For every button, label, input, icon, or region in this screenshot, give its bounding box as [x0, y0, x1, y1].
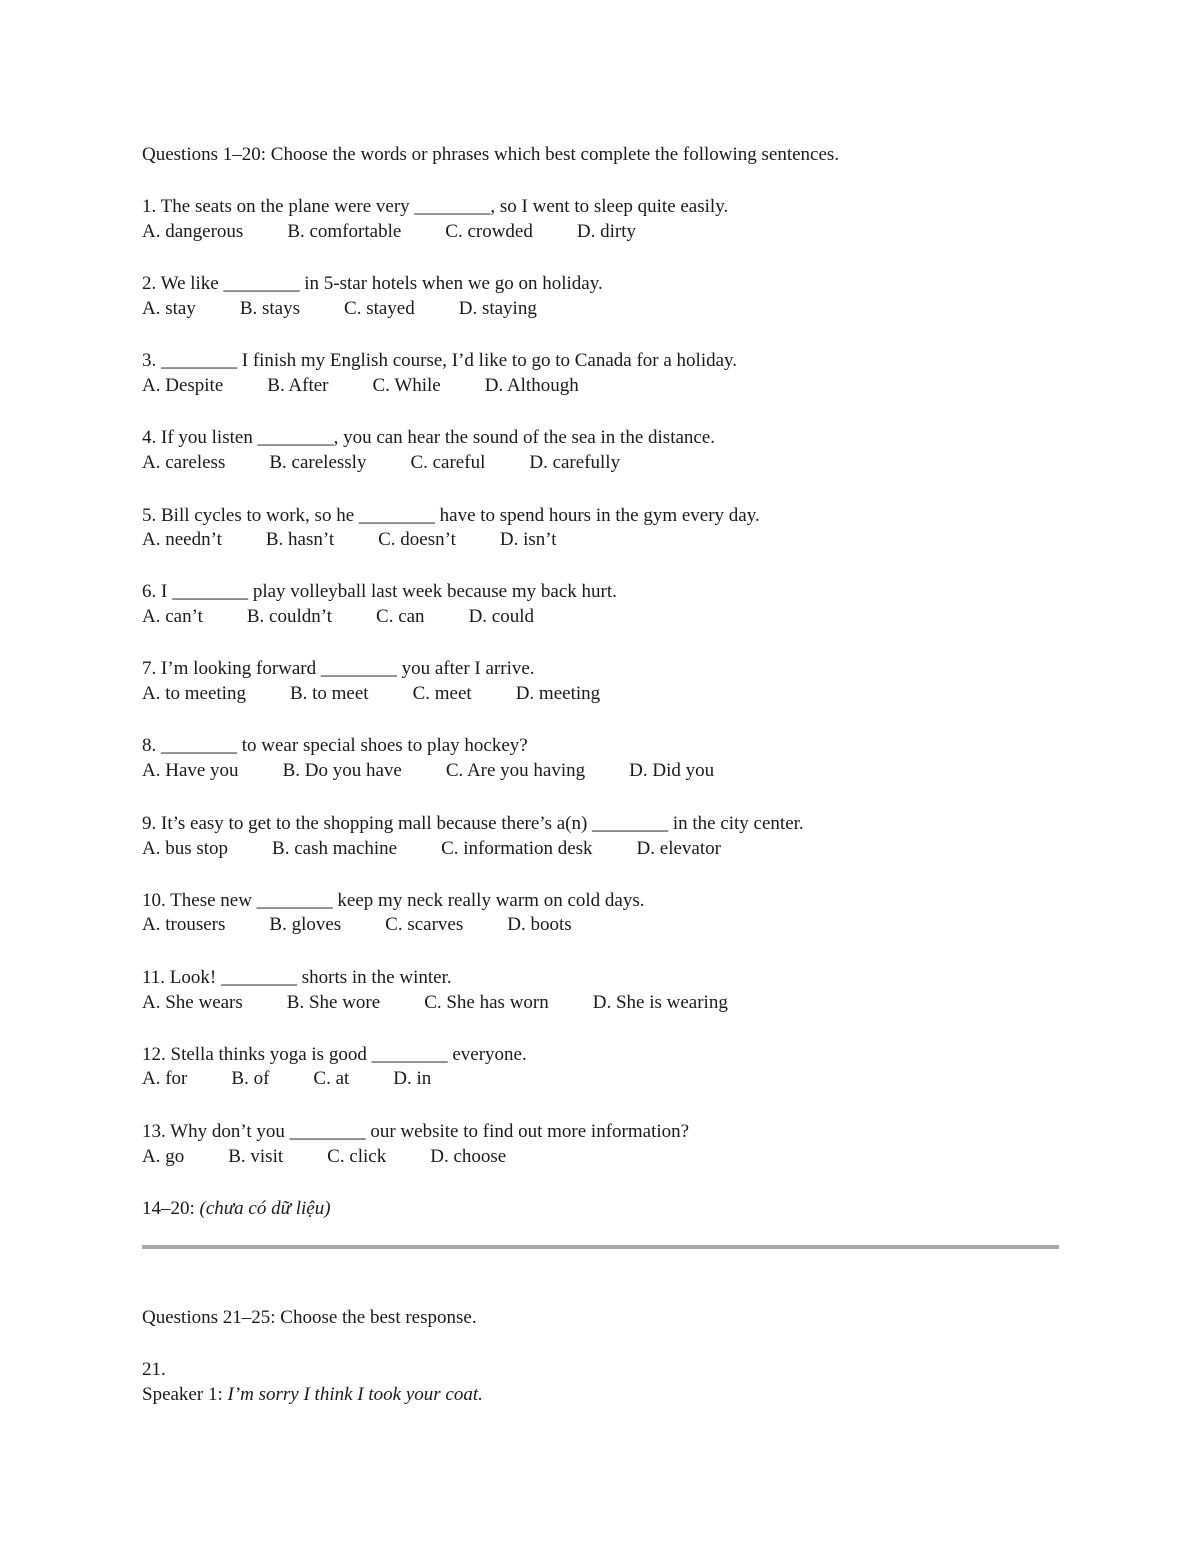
- question-1-stem: 1. The seats on the plane were very ________, so I went to sleep quite easily.: [142, 196, 729, 217]
- option-d: D. dirty: [576, 221, 636, 242]
- option-d: D. boots: [507, 914, 572, 935]
- option-a: A. She wears: [142, 992, 243, 1013]
- option-d: D. staying: [458, 298, 537, 319]
- option-a: A. Have you: [142, 760, 239, 781]
- option-b: B. After: [267, 375, 329, 396]
- question-9-options: [142, 838, 765, 860]
- option-c: C. careful: [410, 452, 486, 473]
- option-b: B. Do you have: [282, 760, 402, 781]
- question-7-stem: 7. I’m looking forward ________ you after I arrive.: [142, 658, 535, 679]
- option-a: A. trousers: [142, 914, 226, 935]
- option-b: B. couldn’t: [246, 606, 333, 627]
- question-8-stem: 8. ________ to wear special shoes to play hockey?: [142, 735, 528, 756]
- document-page: [142, 0, 1060, 1553]
- option-a: A. go: [142, 1146, 185, 1167]
- question-10-stem: 10. These new ________ keep my neck really warm on cold days.: [142, 890, 645, 911]
- question-21-speaker-line: [142, 1384, 483, 1406]
- option-b: B. cash machine: [272, 838, 398, 859]
- option-d: D. Although: [484, 375, 579, 396]
- option-b: B. carelessly: [269, 452, 367, 473]
- option-b: B. gloves: [269, 914, 342, 935]
- question-5-options: [142, 529, 601, 551]
- option-c: C. Are you having: [445, 760, 586, 781]
- question-11-options: [142, 992, 772, 1014]
- option-b: B. to meet: [289, 683, 369, 704]
- option-d: D. choose: [430, 1146, 507, 1167]
- question-7-options: [142, 683, 644, 705]
- option-d: D. meeting: [515, 683, 601, 704]
- pending-label: 14–20:: [142, 1198, 200, 1219]
- option-c: C. scarves: [385, 914, 464, 935]
- option-c: C. information desk: [441, 838, 593, 859]
- question-12-options: [142, 1068, 475, 1090]
- speaker-text: I’m sorry I think I took your coat.: [227, 1384, 483, 1405]
- pending-text: (chưa có dữ liệu): [199, 1198, 331, 1219]
- option-b: B. stays: [239, 298, 301, 319]
- question-2-options: [142, 298, 581, 320]
- option-d: D. She is wearing: [592, 992, 728, 1013]
- option-a: A. needn’t: [142, 529, 222, 550]
- option-d: D. could: [468, 606, 534, 627]
- question-13-options: [142, 1146, 550, 1168]
- question-1-options: [142, 221, 680, 243]
- option-d: D. carefully: [529, 452, 621, 473]
- option-b: B. of: [231, 1068, 270, 1089]
- question-3-options: [142, 375, 623, 397]
- question-13-stem: 13. Why don’t you ________ our website to find out more information?: [142, 1121, 690, 1142]
- option-a: A. for: [142, 1068, 188, 1089]
- option-c: C. can: [376, 606, 425, 627]
- option-b: B. She wore: [286, 992, 381, 1013]
- option-c: C. click: [327, 1146, 387, 1167]
- option-d: D. Did you: [629, 760, 715, 781]
- option-a: A. to meeting: [142, 683, 246, 704]
- question-6-stem: 6. I ________ play volleyball last week because my back hurt.: [142, 581, 617, 602]
- question-4-options: [142, 452, 664, 474]
- question-11-stem: 11. Look! ________ shorts in the winter.: [142, 967, 452, 988]
- question-10-options: [142, 914, 616, 936]
- option-c: C. stayed: [344, 298, 415, 319]
- option-b: B. comfortable: [287, 221, 402, 242]
- option-d: D. in: [393, 1068, 432, 1089]
- section-divider: [142, 1245, 1059, 1249]
- option-a: A. Despite: [142, 375, 224, 396]
- pending-questions-note: [142, 1198, 331, 1220]
- section1-heading: Questions 1–20: Choose the words or phrases which best complete the following sentences.: [142, 144, 840, 165]
- speaker-label: Speaker 1:: [142, 1384, 228, 1405]
- option-b: B. hasn’t: [265, 529, 335, 550]
- option-d: D. elevator: [636, 838, 721, 859]
- question-4-stem: 4. If you listen ________, you can hear the sound of the sea in the distance.: [142, 427, 716, 448]
- question-2-stem: 2. We like ________ in 5-star hotels when we go on holiday.: [142, 273, 603, 294]
- option-c: C. at: [313, 1068, 350, 1089]
- question-3-stem: 3. ________ I finish my English course, I’d like to go to Canada for a holiday.: [142, 350, 738, 371]
- question-21-number: 21.: [142, 1359, 166, 1380]
- option-a: A. bus stop: [142, 838, 229, 859]
- option-a: A. stay: [142, 298, 196, 319]
- option-a: A. can’t: [142, 606, 203, 627]
- option-c: C. She has worn: [424, 992, 549, 1013]
- question-5-stem: 5. Bill cycles to work, so he ________ have to spend hours in the gym every day.: [142, 505, 760, 526]
- question-12-stem: 12. Stella thinks yoga is good ________ everyone.: [142, 1044, 527, 1065]
- option-b: B. visit: [228, 1146, 284, 1167]
- option-c: C. meet: [412, 683, 472, 704]
- option-a: A. dangerous: [142, 221, 244, 242]
- question-9-stem: 9. It’s easy to get to the shopping mall because there’s a(n) ________ in the city center.: [142, 813, 804, 834]
- option-c: C. crowded: [445, 221, 533, 242]
- question-6-options: [142, 606, 578, 628]
- question-8-options: [142, 760, 758, 782]
- option-c: C. doesn’t: [378, 529, 456, 550]
- option-d: D. isn’t: [499, 529, 557, 550]
- option-a: A. careless: [142, 452, 226, 473]
- section2-heading: Questions 21–25: Choose the best response.: [142, 1307, 477, 1328]
- option-c: C. While: [372, 375, 441, 396]
